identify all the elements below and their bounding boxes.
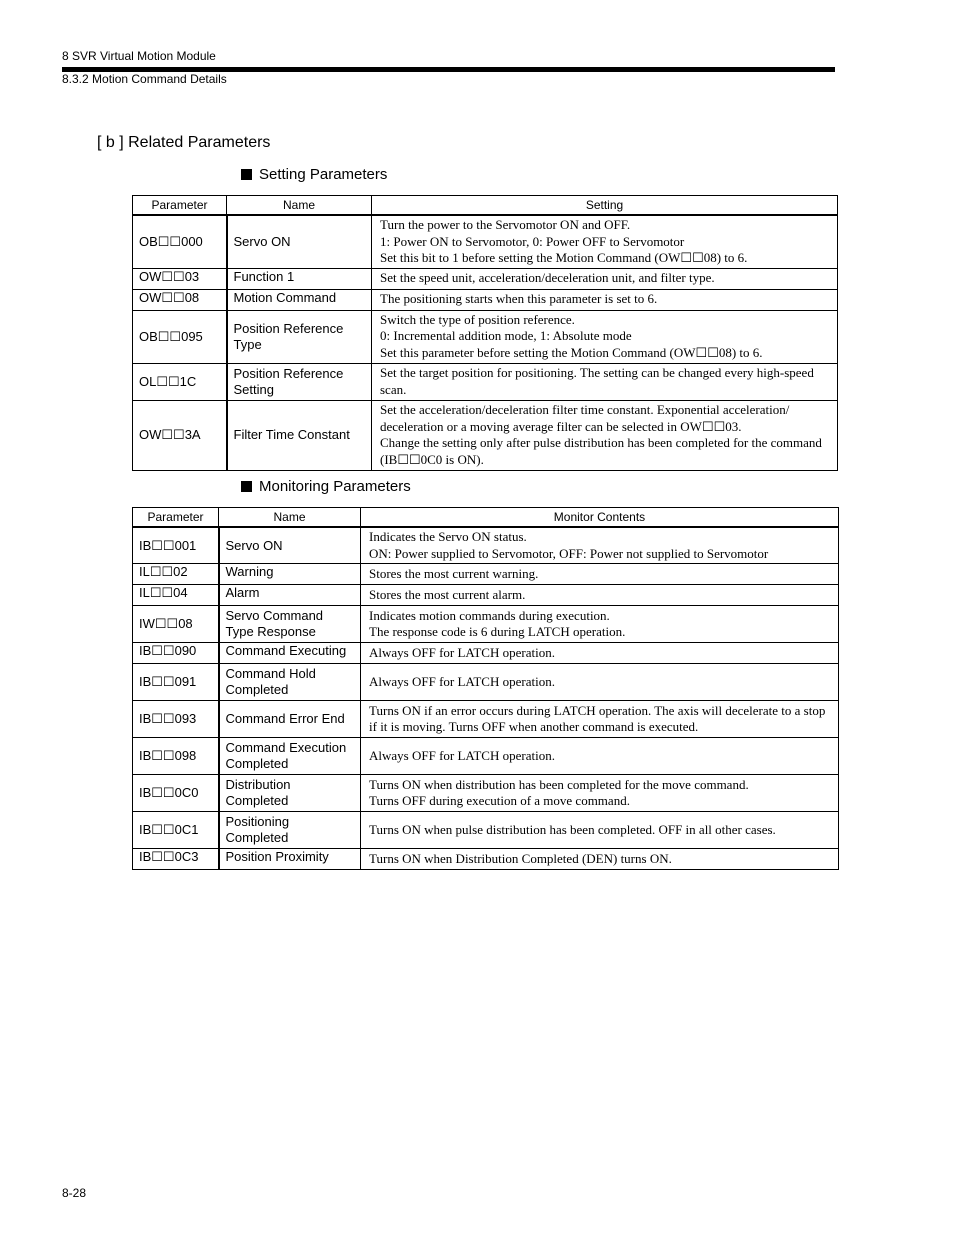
param-name: Position Reference Setting — [227, 363, 372, 400]
col-header-setting: Setting — [372, 196, 838, 216]
monitor-contents — [361, 527, 839, 564]
param-name: Command Error End — [219, 701, 361, 738]
contents-line: Stores the most current alarm. — [369, 586, 526, 602]
param-code: OB☐☐000 — [133, 215, 227, 268]
param-name: Position Reference Type — [227, 310, 372, 363]
setting-line: Set the speed unit, acceleration/deceleration unit, and filter type. — [380, 270, 715, 286]
monitor-contents — [361, 701, 839, 738]
monitor-params-table — [132, 507, 839, 870]
table-row — [133, 606, 839, 643]
table-row — [133, 701, 839, 738]
col-header-name: Name — [227, 196, 372, 216]
setting-params-title: Setting Parameters — [259, 166, 388, 183]
setting-line: Set this parameter before setting the Motion Command (OW☐☐08) to 6. — [380, 345, 763, 361]
monitor-contents — [361, 849, 839, 870]
table-header-row — [133, 196, 838, 216]
monitor-contents — [361, 643, 839, 664]
contents-line: Turns ON when pulse distribution has been completed. OFF in all other cases. — [369, 821, 776, 837]
param-setting — [372, 363, 838, 400]
table-row — [133, 585, 839, 606]
setting-params-heading — [241, 166, 387, 183]
setting-line: Change the setting only after pulse distribution has been completed for the command (IB☐☐0C0 is ON). — [380, 435, 822, 467]
setting-line: 1: Power ON to Servomotor, 0: Power OFF to Servomotor — [380, 233, 685, 249]
table-row — [133, 812, 839, 849]
param-code: IW☐☐08 — [133, 606, 219, 643]
contents-line: Always OFF for LATCH operation. — [369, 747, 555, 763]
param-name: Command Hold Completed — [219, 664, 361, 701]
table-row — [133, 527, 839, 564]
table-row — [133, 664, 839, 701]
table-row — [133, 400, 838, 470]
contents-line: Indicates motion commands during execution. — [369, 607, 610, 623]
section-title: [ b ] Related Parameters — [97, 134, 271, 151]
setting-line: 0: Incremental addition mode, 1: Absolute mode — [380, 328, 632, 344]
monitor-params-title: Monitoring Parameters — [259, 478, 411, 495]
monitor-contents — [361, 738, 839, 775]
setting-line: The positioning starts when this parameter is set to 6. — [380, 291, 658, 307]
param-setting — [372, 400, 838, 470]
param-code: IB☐☐093 — [133, 701, 219, 738]
setting-line: Set the acceleration/deceleration filter time constant. Exponential acceleration/ deceleration or a moving average filter can be selected in OW☐☐03. — [380, 402, 790, 434]
contents-line: Always OFF for LATCH operation. — [369, 644, 555, 660]
table-row — [133, 289, 838, 310]
contents-line: Turns ON when Distribution Completed (DEN) turns ON. — [369, 850, 672, 866]
monitor-params-heading — [241, 478, 411, 495]
param-name: Positioning Completed — [219, 812, 361, 849]
param-name: Servo Command Type Response — [219, 606, 361, 643]
contents-line: Always OFF for LATCH operation. — [369, 673, 555, 689]
param-code: IB☐☐0C0 — [133, 775, 219, 812]
table-row — [133, 215, 838, 268]
param-name: Position Proximity — [219, 849, 361, 870]
contents-line: Turns ON if an error occurs during LATCH operation. The axis will decelerate to a stop if it is moving. Turns OFF when another command is executed. — [369, 702, 826, 735]
param-name: Alarm — [219, 585, 361, 606]
setting-line: Switch the type of position reference. — [380, 311, 575, 327]
param-name: Function 1 — [227, 268, 372, 289]
param-name: Warning — [219, 564, 361, 585]
square-bullet-icon — [241, 481, 252, 492]
monitor-contents — [361, 606, 839, 643]
col-header-name: Name — [219, 508, 361, 528]
param-setting — [372, 289, 838, 310]
param-code: IB☐☐098 — [133, 738, 219, 775]
param-code: IL☐☐02 — [133, 564, 219, 585]
param-code: IB☐☐090 — [133, 643, 219, 664]
monitor-contents — [361, 664, 839, 701]
param-name: Command Execution Completed — [219, 738, 361, 775]
table-row — [133, 643, 839, 664]
chapter-header: 8 SVR Virtual Motion Module — [62, 49, 216, 63]
param-code: OW☐☐3A — [133, 400, 227, 470]
param-name: Distribution Completed — [219, 775, 361, 812]
table-row — [133, 268, 838, 289]
param-setting — [372, 215, 838, 268]
param-name: Motion Command — [227, 289, 372, 310]
setting-line: Set this bit to 1 before setting the Motion Command (OW☐☐08) to 6. — [380, 250, 748, 266]
monitor-contents — [361, 585, 839, 606]
table-row — [133, 310, 838, 363]
square-bullet-icon — [241, 169, 252, 180]
monitor-contents — [361, 775, 839, 812]
setting-params-table — [132, 195, 838, 471]
table-row — [133, 363, 838, 400]
contents-line: Stores the most current warning. — [369, 565, 539, 581]
param-code: IB☐☐0C3 — [133, 849, 219, 870]
param-code: IB☐☐0C1 — [133, 812, 219, 849]
param-name: Servo ON — [219, 527, 361, 564]
setting-line: Set the target position for positioning. The setting can be changed every high-speed scan. — [380, 365, 814, 397]
contents-line: Turns ON when distribution has been completed for the move command. — [369, 776, 749, 792]
param-code: IL☐☐04 — [133, 585, 219, 606]
param-setting — [372, 310, 838, 363]
contents-line: Turns OFF during execution of a move command. — [369, 793, 630, 809]
col-header-parameter: Parameter — [133, 196, 227, 216]
table-row — [133, 564, 839, 585]
param-name: Filter Time Constant — [227, 400, 372, 470]
table-row — [133, 775, 839, 812]
contents-line: The response code is 6 during LATCH operation. — [369, 624, 626, 640]
col-header-parameter: Parameter — [133, 508, 219, 528]
param-code: OW☐☐08 — [133, 289, 227, 310]
param-code: OW☐☐03 — [133, 268, 227, 289]
param-setting — [372, 268, 838, 289]
contents-line: Indicates the Servo ON status. — [369, 529, 527, 544]
param-code: OB☐☐095 — [133, 310, 227, 363]
table-header-row — [133, 508, 839, 528]
table-row — [133, 849, 839, 870]
param-code: IB☐☐091 — [133, 664, 219, 701]
contents-line: ON: Power supplied to Servomotor, OFF: Power not supplied to Servomotor — [369, 545, 769, 561]
section-header: 8.3.2 Motion Command Details — [62, 72, 227, 86]
monitor-contents — [361, 564, 839, 585]
param-name: Servo ON — [227, 215, 372, 268]
monitor-contents — [361, 812, 839, 849]
table-row — [133, 738, 839, 775]
param-code: OL☐☐1C — [133, 363, 227, 400]
col-header-contents: Monitor Contents — [361, 508, 839, 528]
param-name: Command Executing — [219, 643, 361, 664]
page-number: 8-28 — [62, 1186, 87, 1200]
setting-line: Turn the power to the Servomotor ON and OFF. — [380, 217, 631, 232]
param-code: IB☐☐001 — [133, 527, 219, 564]
